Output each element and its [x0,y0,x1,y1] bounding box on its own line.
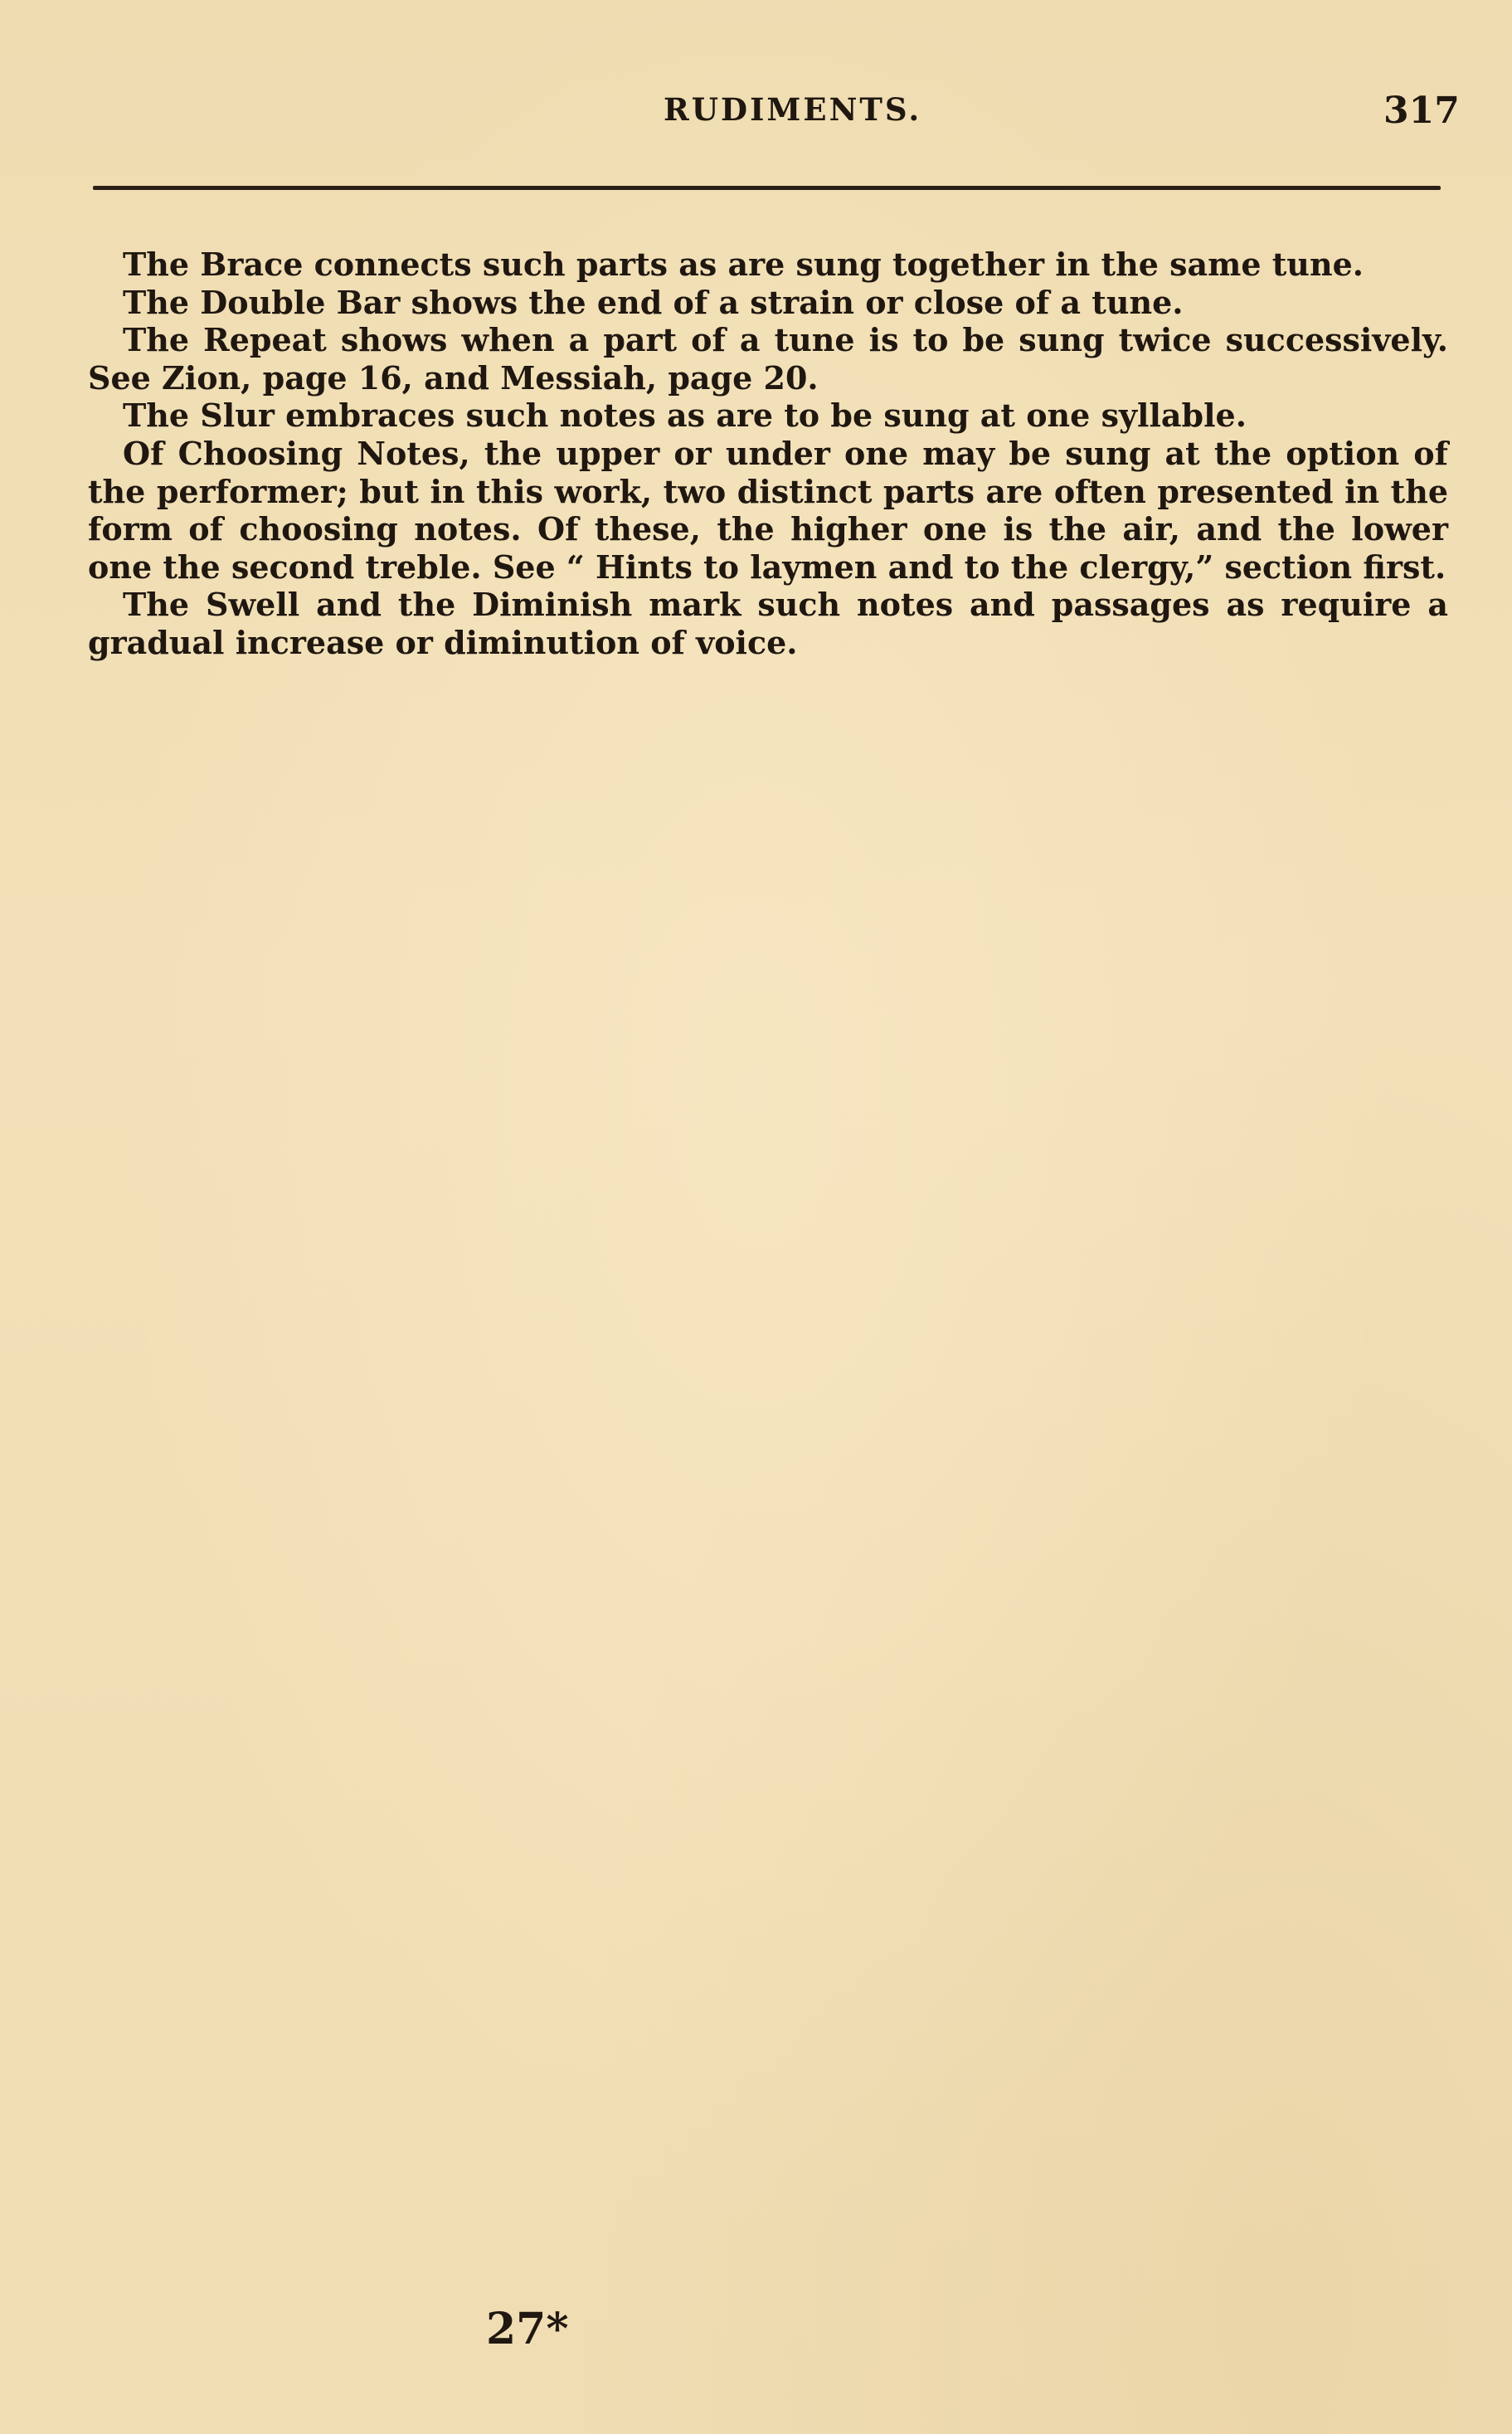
paragraph-brace: The Brace connects such parts as are sung together in the same tune. [123,246,1364,283]
signature-mark: 27* [486,2304,569,2354]
body-text [88,246,1448,662]
paragraph-swell-diminish: The Swell and the Diminish mark such notes and passages as require a gradual increase or diminution of voice. [88,586,1448,661]
page-number: 317 [1383,90,1460,132]
paragraph-slur: The Slur embraces such notes as are to be sung at one syllable. [123,397,1247,435]
paragraph-double-bar: The Double Bar shows the end of a strain or close of a tune. [123,283,1184,321]
paragraph-repeat: The Repeat shows when a part of a tune is to be sung twice successively. See Zion, page 16, and Messiah, page 20. [88,321,1448,397]
paragraph-choosing-notes: Of Choosing Notes, the upper or under one may be sung at the option of the performer; but in this work, two distinct parts are often presented in the form of choosing notes. Of these, the higher one is the air, and the lower one the second treble. See “ Hints to laymen and to the clergy,” section first. [88,434,1448,586]
running-head [0,86,1512,136]
header-rule [93,186,1441,190]
running-title: RUDIMENTS. [664,91,922,128]
